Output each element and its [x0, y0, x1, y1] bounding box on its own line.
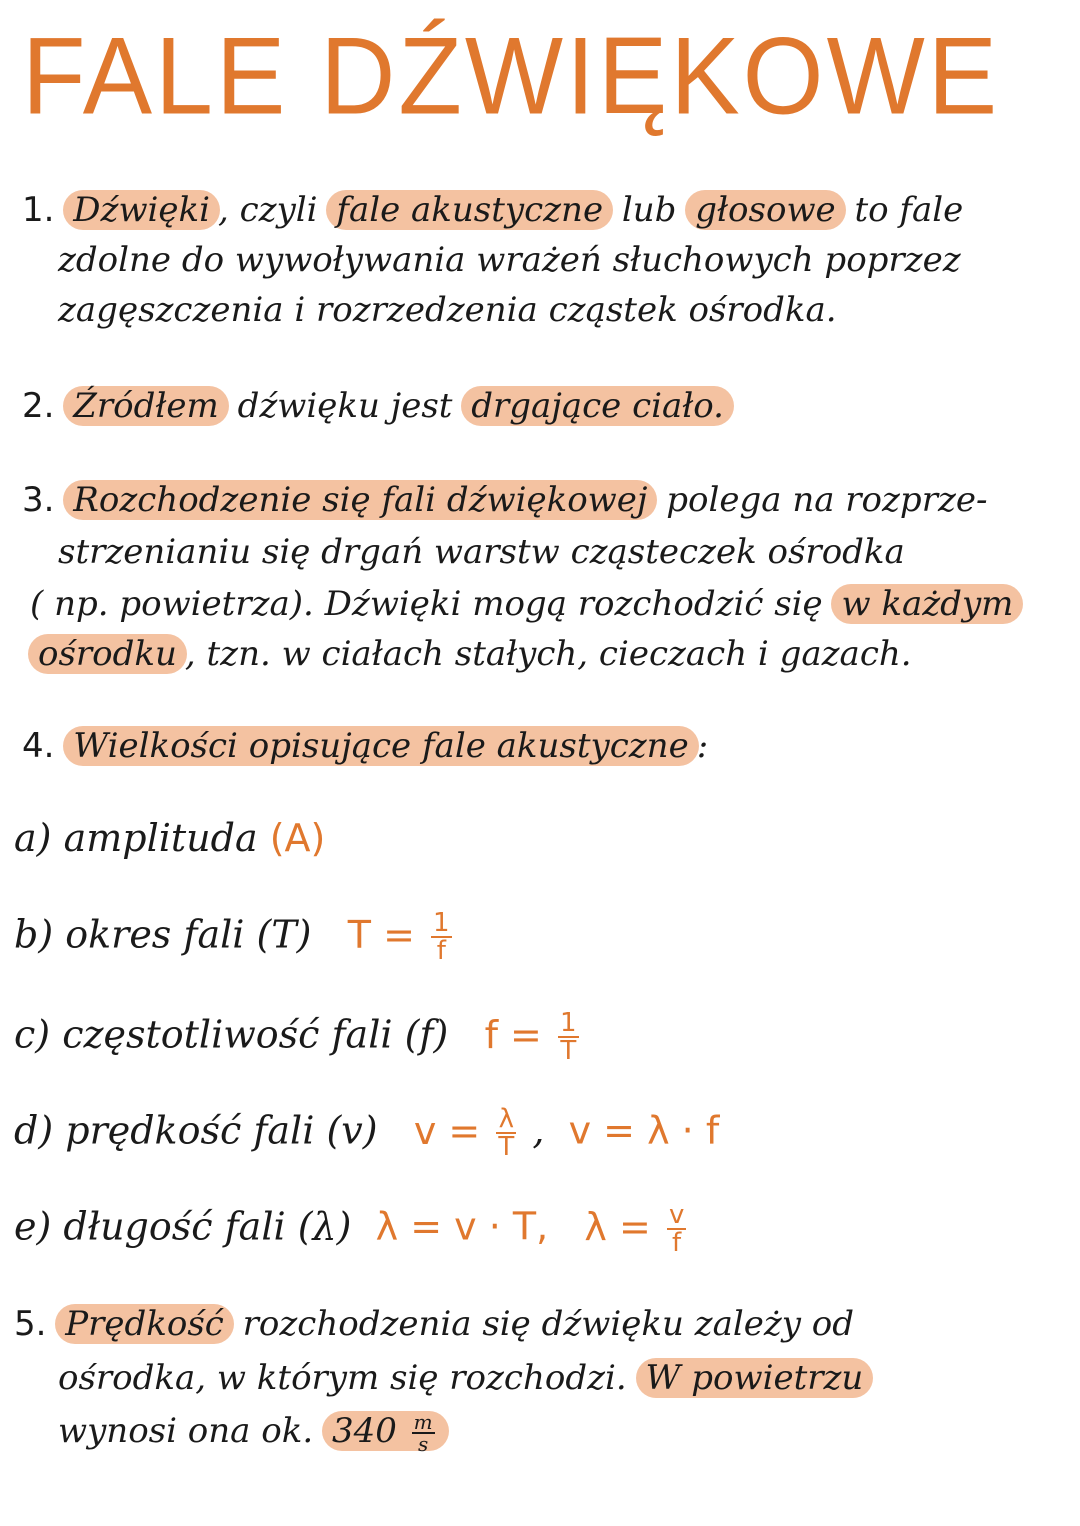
item-c-symbol: (f) — [404, 1012, 449, 1057]
item-d-fraction — [496, 1106, 516, 1160]
p5-value-number: 340 — [331, 1411, 397, 1451]
p3-line-1 — [22, 482, 987, 519]
p5-text-a: rozchodzenia się dźwięku zależy od — [242, 1304, 855, 1344]
item-e — [14, 1202, 690, 1256]
p4-colon: : — [696, 726, 709, 766]
item-e-fraction — [667, 1202, 686, 1256]
item-c-label: c) — [14, 1012, 51, 1057]
item-c-formula-lhs: f = — [484, 1012, 542, 1057]
item-b-fraction — [431, 910, 452, 964]
p1-text-c: to fale — [854, 190, 964, 230]
item-c — [14, 1010, 583, 1064]
p3-line-3 — [30, 586, 1021, 623]
item-d-text: prędkość fali — [65, 1108, 315, 1153]
p4-line-1 — [22, 728, 708, 765]
item-d-separator: , — [532, 1108, 545, 1153]
item-d-formula-1 — [402, 1104, 533, 1162]
p2-number: 2. — [22, 386, 55, 426]
p4-term-wielkosci: Wielkości opisujące fale akustyczne — [63, 726, 698, 766]
item-b-label: b) — [14, 912, 54, 957]
item-a-label: a) — [14, 816, 52, 860]
item-c-fraction-num: 1 — [559, 1008, 577, 1038]
item-e-formula-2 — [572, 1200, 690, 1258]
item-e-formula-1: λ = v · T, — [375, 1204, 549, 1249]
p5-term-predkosc: Prędkość — [55, 1304, 234, 1344]
item-e-fraction-den: f — [672, 1228, 682, 1258]
p2-line-1 — [22, 388, 732, 425]
item-c-fraction — [558, 1010, 579, 1064]
item-a-symbol: (A) — [269, 816, 326, 860]
item-c-fraction-den: T — [560, 1036, 577, 1066]
item-b-text: okres fali — [65, 912, 245, 957]
item-e-label: e) — [14, 1204, 52, 1249]
p5-value — [322, 1410, 449, 1456]
p5-text-b: ośrodka, w którym się rozchodzi. — [58, 1358, 627, 1398]
p5-text-c: wynosi ona ok. — [58, 1411, 314, 1451]
item-b-symbol: (T) — [256, 912, 312, 957]
p5-line-2 — [58, 1360, 871, 1397]
item-c-text: częstotliwość fali — [62, 1012, 393, 1057]
p2-term-drgajace-cialo: drgające ciało. — [461, 386, 734, 426]
p5-unit — [412, 1412, 435, 1454]
p5-unit-num: m — [413, 1410, 433, 1434]
item-a — [14, 818, 325, 860]
p1-term-fale-akustyczne: fale akustyczne — [326, 190, 613, 230]
p1-line-3: zagęszczenia i rozrzedzenia cząstek ośrodka. — [58, 290, 837, 330]
p4-number: 4. — [22, 726, 55, 766]
p1-line-2: zdolne do wywoływania wrażeń słuchowych poprzez — [58, 240, 961, 280]
p5-number: 5. — [14, 1304, 47, 1344]
item-d-formula-2: v = λ · f — [568, 1108, 720, 1153]
p3-line-4 — [30, 636, 912, 673]
p3-text-c: , tzn. w ciałach stałych, cieczach i gazach. — [184, 634, 912, 674]
p3-text-b: ( np. powietrza). Dźwięki mogą rozchodzić się — [30, 584, 823, 624]
p2-term-zrodlem: Źródłem — [63, 386, 229, 426]
item-e-symbol: (λ) — [297, 1204, 352, 1249]
p3-text-a: polega na rozprze- — [666, 480, 988, 520]
item-b-fraction-num: 1 — [433, 908, 450, 938]
p5-unit-den: s — [418, 1432, 429, 1456]
item-b-formula-lhs: T = — [347, 912, 415, 957]
item-d-fraction-den: T — [498, 1132, 515, 1162]
item-d-formula-lhs: v = — [413, 1108, 481, 1153]
item-e-fraction-num: v — [668, 1200, 685, 1230]
p3-term-osrodku: ośrodku — [28, 634, 187, 674]
item-d-label: d) — [14, 1108, 54, 1153]
p1-line-1 — [22, 192, 963, 229]
p5-line-3 — [58, 1412, 447, 1454]
p5-term-w-powietrzu: W powietrzu — [636, 1358, 874, 1398]
item-d-symbol: (v) — [326, 1108, 378, 1153]
item-d — [14, 1106, 719, 1160]
p1-term-glosowe: głosowe — [685, 190, 845, 230]
p3-line-2: strzenianiu się drgań warstw cząsteczek ośrodka — [58, 532, 905, 572]
item-b-formula — [336, 908, 456, 966]
item-b-fraction-den: f — [436, 936, 446, 966]
p1-text-a: , czyli — [218, 190, 318, 230]
p3-term-w-kazdym: w każdym — [831, 584, 1023, 624]
p2-text: dźwięku jest — [237, 386, 453, 426]
item-b — [14, 910, 456, 964]
p1-text-b: lub — [621, 190, 677, 230]
p1-number: 1. — [22, 190, 55, 230]
p3-number: 3. — [22, 480, 55, 520]
p5-line-1 — [14, 1306, 854, 1343]
item-e-formula-lhs: λ = — [584, 1204, 651, 1249]
item-e-text: długość fali — [63, 1204, 286, 1249]
page-title: FALE DŹWIĘKOWE — [22, 15, 1001, 138]
p3-term-rozchodzenie: Rozchodzenie się fali dźwiękowej — [63, 480, 657, 520]
item-a-text: amplituda — [63, 816, 258, 860]
item-c-formula — [473, 1008, 583, 1066]
p1-term-dzwieki: Dźwięki — [63, 190, 220, 230]
item-d-fraction-num: λ — [496, 1106, 516, 1134]
